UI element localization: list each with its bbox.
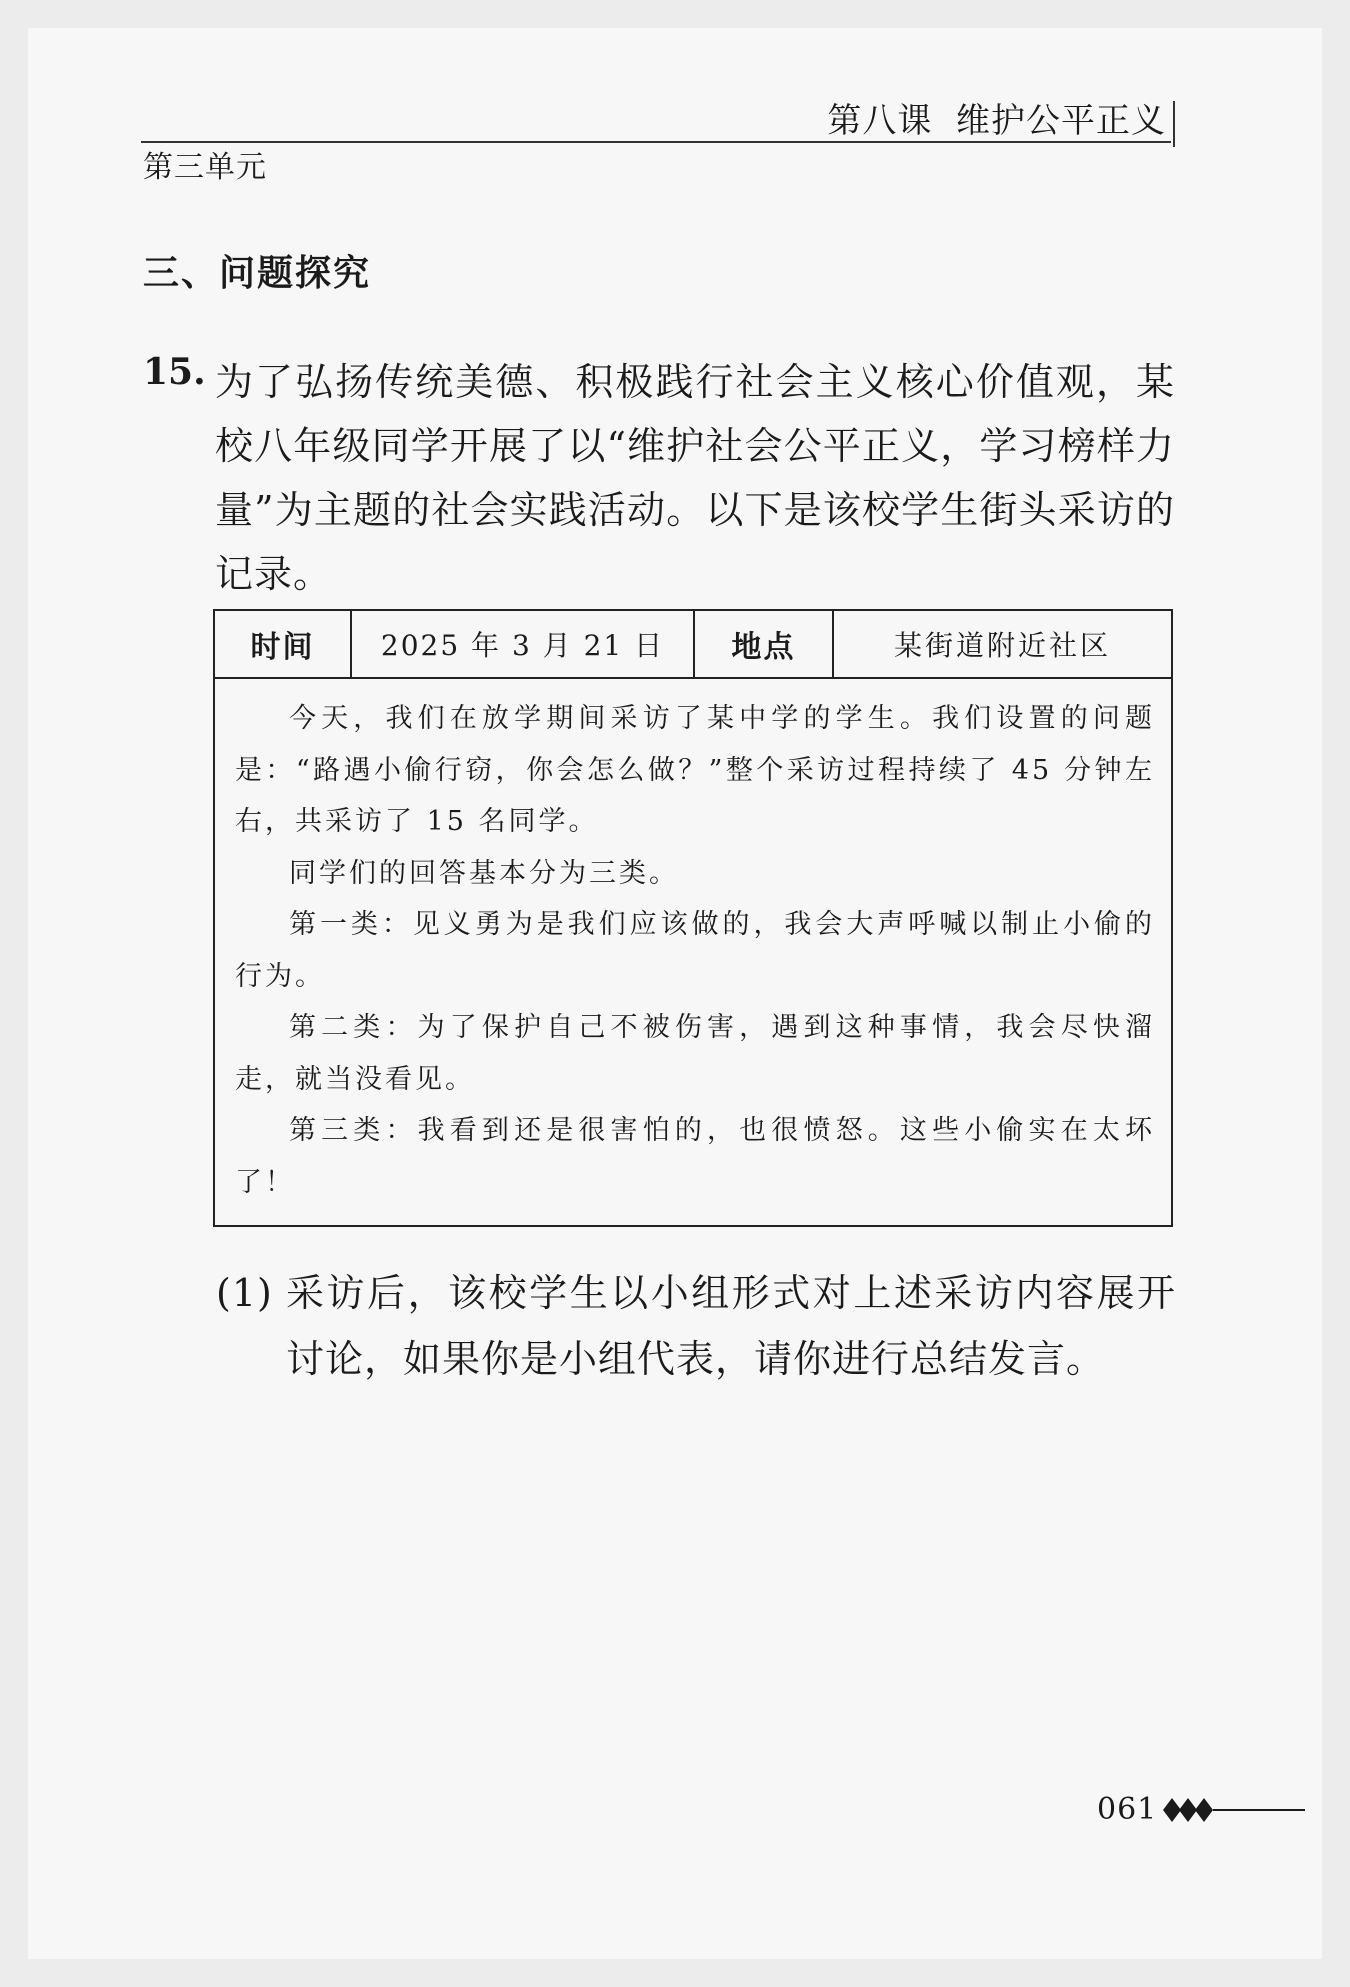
question-text: 为了弘扬传统美德、积极践行社会主义核心价值观，某校八年级同学开展了以“维护社会公平正义，学习榜样力量”为主题的社会实践活动。以下是该校学生街头采访的记录。: [215, 360, 1175, 596]
page-number: 061: [1097, 1792, 1158, 1827]
sub-question-mark: (1): [216, 1271, 273, 1315]
three-diamonds-line-icon: [1163, 1796, 1305, 1824]
header-rule: [141, 141, 1171, 143]
record-paragraph: 第一类：见义勇为是我们应该做的，我会大声呼喊以制止小偷的行为。: [235, 909, 1155, 992]
record-header-row: [215, 611, 1171, 679]
question-number: 15.: [143, 351, 206, 393]
time-value: 2025 年 3 月 21 日: [352, 611, 695, 677]
sub-question: [216, 1260, 1176, 1392]
record-paragraph: 同学们的回答基本分为三类。: [289, 857, 679, 889]
lesson-title: 第八课 维护公平正义: [827, 101, 1166, 141]
time-label: 时间: [215, 611, 352, 677]
section-heading: 三、问题探究: [143, 253, 372, 294]
record-paragraph: 第二类：为了保护自己不被伤害，遇到这种事情，我会尽快溜走，就当没看见。: [235, 1012, 1155, 1095]
sub-question-text: 采访后，该校学生以小组形式对上述采访内容展开讨论，如果你是小组代表，请你进行总结发言。: [286, 1271, 1176, 1381]
record-paragraph: 今天，我们在放学期间采访了某中学的学生。我们设置的问题是：“路遇小偷行窃，你会怎么做？”整个采访过程持续了 45 分钟左右，共采访了 15 名同学。: [235, 703, 1155, 837]
interview-record-table: [213, 609, 1173, 1227]
record-body: [215, 679, 1171, 1208]
header-vertical-bar: [1173, 101, 1175, 147]
unit-label: 第三单元: [143, 150, 267, 185]
place-label: 地点: [695, 611, 834, 677]
record-paragraph: 第三类：我看到还是很害怕的，也很愤怒。这些小偷实在太坏了！: [235, 1115, 1155, 1198]
place-value: 某街道附近社区: [893, 629, 1111, 662]
